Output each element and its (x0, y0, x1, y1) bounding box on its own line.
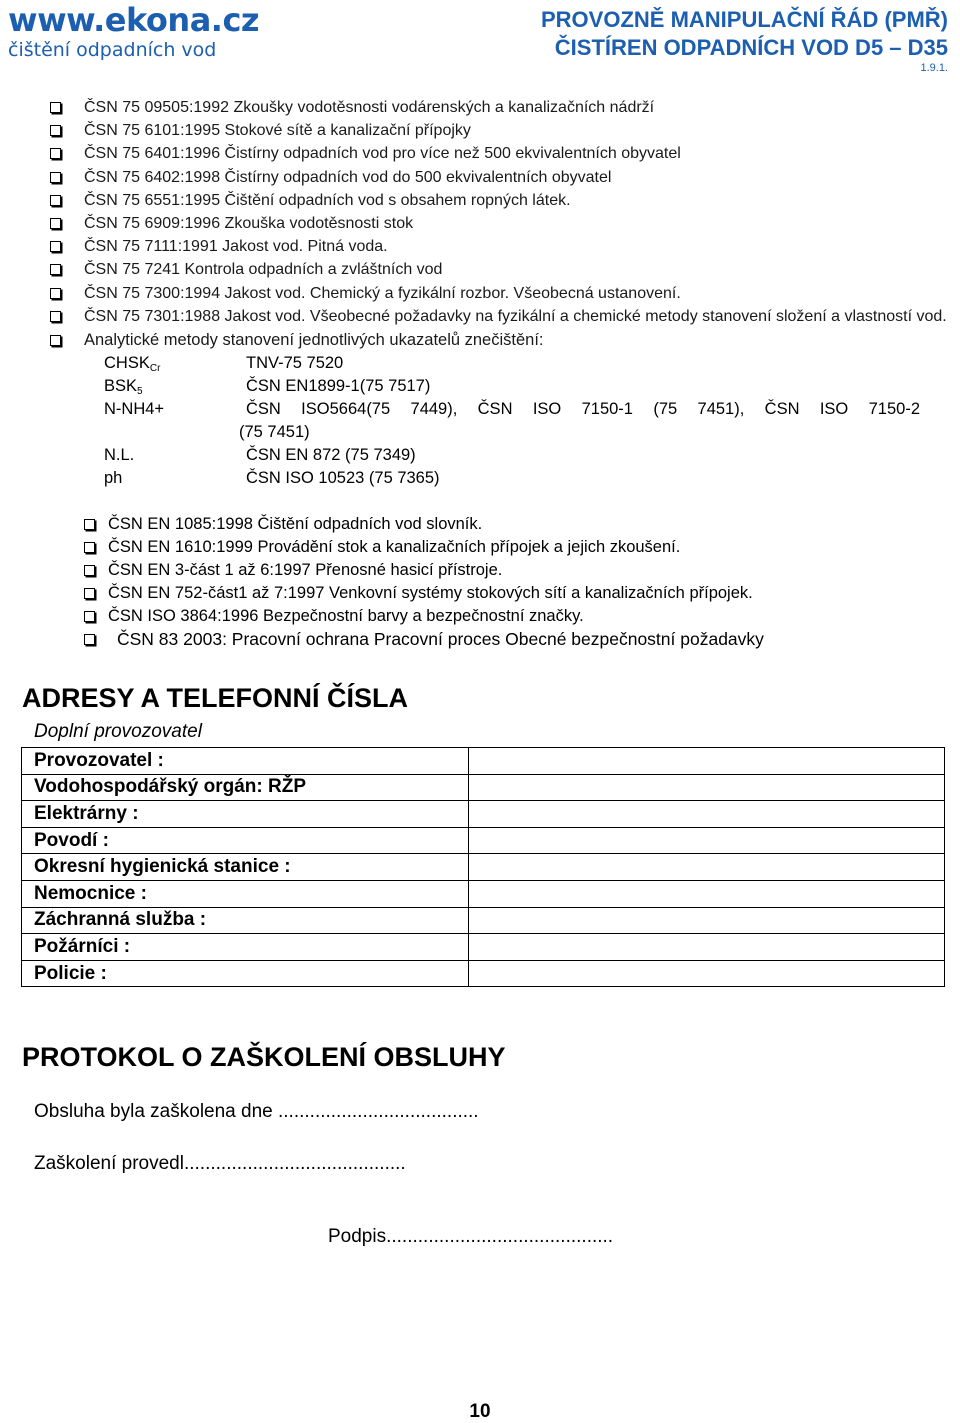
list-item-text: Analytické metody stanovení jednotlivých ukazatelů znečištění: (84, 331, 544, 350)
contact-label: Elektrárny : (22, 801, 469, 828)
checkbox-bullet-icon (50, 218, 61, 229)
list-item (84, 582, 944, 605)
checkbox-bullet-icon (50, 311, 61, 322)
list-item-text: ČSN EN 1610:1999 Provádění stok a kanalizačních přípojek a jejich zkoušení. (108, 538, 681, 556)
checkbox-bullet-icon (50, 125, 61, 136)
list-item-text: ČSN 75 6401:1996 Čistírny odpadních vod pro více než 500 ekvivalentních obyvatel (84, 145, 681, 163)
table-row (22, 934, 945, 961)
logo-tagline: čištění odpadních vod (8, 39, 217, 61)
contacts-table (21, 747, 945, 987)
method-standard: ČSN ISO 10523 (75 7365) (246, 469, 440, 488)
list-item-text: ČSN EN 752-část1 až 7:1997 Venkovní systémy stokových sítí a kanalizačních přípojek. (108, 584, 753, 602)
checkbox-bullet-icon (84, 542, 95, 553)
method-standard: TNV-75 7520 (246, 354, 344, 373)
list-item (84, 536, 944, 559)
list-item (84, 605, 944, 628)
contact-label: Záchranná služba : (22, 907, 469, 934)
contact-value-field[interactable] (469, 880, 945, 907)
table-row (22, 827, 945, 854)
list-item-text: ČSN 75 09505:1992 Zkoušky vodotěsnosti vodárenských a kanalizačních nádrží (84, 99, 655, 116)
list-item (48, 282, 948, 305)
list-item-text: ČSN 75 6101:1995 Stokové sítě a kanalizační přípojky (84, 122, 471, 140)
checkbox-bullet-icon (50, 264, 61, 275)
trained-on-line: Obsluha byla zaškolena dne ...................................... (34, 1101, 479, 1122)
checkbox-bullet-icon (84, 634, 95, 645)
analytic-method-row (48, 444, 948, 467)
contact-value-field[interactable] (469, 748, 945, 775)
table-row (22, 880, 945, 907)
checkbox-bullet-icon (50, 288, 61, 299)
document-title-block (541, 6, 948, 74)
parameter-name: $BSK_5$ (104, 377, 143, 398)
trained-by-line: Zaškolení provedl.......................................... (34, 1153, 406, 1174)
contact-label: Požárníci : (22, 934, 469, 961)
list-item (84, 513, 944, 536)
checkbox-bullet-icon (50, 195, 61, 206)
contact-label: Povodí : (22, 827, 469, 854)
table-row (22, 907, 945, 934)
standards-list-secondary (84, 513, 944, 652)
list-item (48, 189, 948, 212)
method-standard: ČSN EN 872 (75 7349) (246, 446, 416, 465)
checkbox-bullet-icon (84, 519, 95, 530)
contact-label: Nemocnice : (22, 880, 469, 907)
list-item (48, 235, 948, 258)
protocol-heading: PROTOKOL O ZAŠKOLENÍ OBSLUHY (22, 1042, 506, 1072)
document-title-line1: PROVOZNĚ MANIPULAČNÍ ŘÁD (PMŘ) (541, 7, 948, 32)
section-number: 1.9.1. (920, 62, 948, 74)
table-row (22, 801, 945, 828)
contact-value-field[interactable] (469, 801, 945, 828)
checkbox-bullet-icon (50, 241, 61, 252)
list-item (48, 96, 948, 119)
document-title-line2: ČISTÍREN ODPADNÍCH VOD D5 – D35 (554, 35, 948, 60)
list-item (48, 142, 948, 165)
checkbox-bullet-icon (50, 172, 61, 183)
logo-wordmark: www.ekona.cz (8, 1, 260, 39)
contact-value-field[interactable] (469, 774, 945, 801)
contact-value-field[interactable] (469, 854, 945, 881)
addresses-subtitle: Doplní provozovatel (34, 721, 202, 742)
contact-value-field[interactable] (469, 934, 945, 961)
analytic-method-row (48, 467, 948, 490)
signature-line: Podpis........................................... (328, 1226, 614, 1247)
analytic-method-row (48, 398, 948, 444)
checkbox-bullet-icon (84, 588, 95, 599)
method-standard-continuation: (75 7451) (239, 423, 310, 442)
checkbox-bullet-icon (50, 335, 61, 346)
list-item (48, 119, 948, 142)
contact-label: Vodohospodářský orgán: RŽP (22, 774, 469, 801)
parameter-name: N-NH4+ (104, 400, 165, 419)
standards-list (48, 96, 948, 490)
table-row (22, 774, 945, 801)
list-item-text: ČSN EN 3-část 1 až 6:1997 Přenosné hasicí přístroje. (108, 561, 503, 579)
list-item-text: ČSN 75 7300:1994 Jakost vod. Chemický a fyzikální rozbor. Všeobecná ustanovení. (84, 284, 681, 302)
list-item-text: ČSN 75 6909:1996 Zkouška vodotěsnosti stok (84, 215, 414, 233)
table-row (22, 960, 945, 987)
contact-value-field[interactable] (469, 907, 945, 934)
list-item (48, 305, 948, 328)
page-header (0, 0, 960, 72)
method-standard: ČSN EN1899-1(75 7517) (246, 377, 431, 396)
method-standard: ČSN ISO5664(75 7449), ČSN ISO 7150-1 (75 7451), ČSN ISO 7150-2 (246, 400, 920, 419)
contact-label: Provozovatel : (22, 748, 469, 775)
parameter-name: $CHSK_{Cr}$ (104, 354, 161, 375)
list-item (48, 166, 948, 189)
contact-value-field[interactable] (469, 827, 945, 854)
list-item-text: ČSN 75 7301:1988 Jakost vod. Všeobecné požadavky na fyzikální a chemické metody stanovení složení a vlastností vod. (84, 307, 947, 325)
page-number: 10 (469, 1401, 491, 1422)
list-item-text: ČSN 75 7111:1991 Jakost vod. Pitná voda. (84, 238, 388, 256)
checkbox-bullet-icon (50, 148, 61, 159)
table-row (22, 748, 945, 775)
list-item-text: ČSN EN 1085:1998 Čištění odpadních vod slovník. (108, 515, 483, 533)
analytic-method-row (48, 352, 948, 375)
list-item (84, 628, 944, 652)
list-item (48, 212, 948, 235)
checkbox-bullet-icon (50, 102, 61, 113)
addresses-heading: ADRESY A TELEFONNÍ ČÍSLA (22, 683, 409, 713)
analytic-method-row (48, 375, 948, 398)
list-item (48, 329, 948, 352)
parameter-name: ph (104, 469, 123, 488)
list-item-text: ČSN 75 6551:1995 Čištění odpadních vod s obsahem ropných látek. (84, 191, 571, 209)
company-logo (8, 2, 259, 60)
list-item-text: ČSN 83 2003: Pracovní ochrana Pracovní proces Obecné bezpečnostní požadavky (117, 629, 764, 649)
list-item-text: ČSN 75 7241 Kontrola odpadních a zvláštních vod (84, 261, 443, 279)
contact-label: Policie : (22, 960, 469, 987)
parameter-name: N.L. (104, 446, 135, 465)
table-row (22, 854, 945, 881)
list-item (48, 258, 948, 281)
contact-value-field[interactable] (469, 960, 945, 987)
checkbox-bullet-icon (84, 611, 95, 622)
contact-label: Okresní hygienická stanice : (22, 854, 469, 881)
list-item (84, 559, 944, 582)
list-item-text: ČSN ISO 3864:1996 Bezpečnostní barvy a bezpečnostní značky. (108, 607, 584, 625)
list-item-text: ČSN 75 6402:1998 Čistírny odpadních vod do 500 ekvivalentních obyvatel (84, 168, 612, 186)
checkbox-bullet-icon (84, 565, 95, 576)
